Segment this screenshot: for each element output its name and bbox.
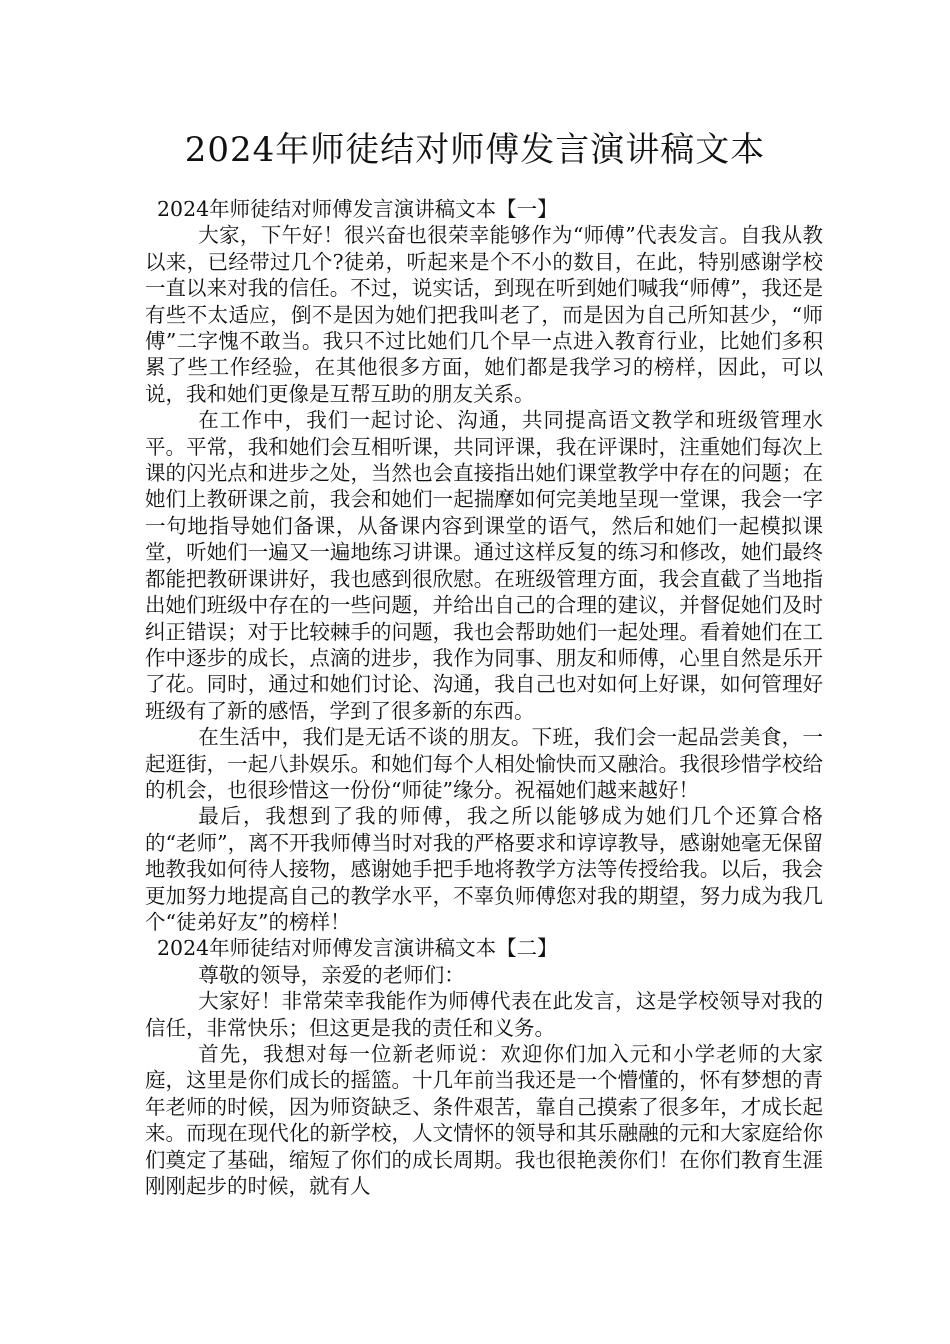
section-heading: 2024年师徒结对师傅发言演讲稿文本【二】 (157, 936, 558, 961)
paragraph: 大家，下午好！很兴奋也很荣幸能够作为“师傅”代表发言。自我从教以来，已经带过几个?徒弟，听起来是个不小的数目，在此，特别感谢学校一直以来对我的信任。不过，说实话，到现在听到她们喊我“师傅”，我还是有些不太适应，倒不是因为她们把我叫老了，而是因为自己所知甚少，“师傅”二字愧不敢当。我只不过比她们几个早一点进入教育行业，比她们多积累了些工作经验，在其他很多方面，她们都是我学习的榜样，因此，可以说，我和她们更像是互帮互助的朋友关系。 (145, 223, 823, 406)
paragraph: 在工作中，我们一起讨论、沟通，共同提高语文教学和班级管理水平。平常，我和她们会互相听课，共同评课，我在评课时，注重她们每次上课的闪光点和进步之处，当然也会直接指出她们课堂教学中存在的问题；在她们上教研课之前，我会和她们一起揣摩如何完美地呈现一堂课，我会一字一句地指导她们备课，从备课内容到课堂的语气，然后和她们一起模拟课堂，听她们一遍又一遍地练习讲课。通过这样反复的练习和修改，她们最终都能把教研课讲好，我也感到很欣慰。在班级管理方面，我会直截了当地指出她们班级中存在的一些问题，并给出自己的合理的建议，并督促她们及时纠正错误；对于比较棘手的问题，我也会帮助她们一起处理。看着她们在工作中逐步的成长，点滴的进步，我作为同事、朋友和师傅，心里自然是乐开了花。同时，通过和她们讨论、沟通，我自己也对如何上好课，如何管理好班级有了新的感悟，学到了很多新的东西。 (145, 408, 823, 723)
paragraph: 大家好！非常荣幸我能作为师傅代表在此发言，这是学校领导对我的信任，非常快乐；但这更是我的责任和义务。 (145, 989, 823, 1040)
document-title: 2024年师徒结对师傅发言演讲稿文本 (184, 130, 766, 170)
paragraph: 尊敬的领导，亲爱的老师们： (198, 962, 465, 987)
document-body (145, 196, 823, 1199)
section-one (145, 196, 823, 935)
section-heading: 2024年师徒结对师傅发言演讲稿文本【一】 (157, 197, 558, 221)
section-two (145, 935, 823, 1199)
paragraph: 首先，我想对每一位新老师说：欢迎你们加入元和小学老师的大家庭，这里是你们成长的摇篮。十几年前当我还是一个懵懂的，怀有梦想的青年老师的时候，因为师资缺乏、条件艰苦，靠自己摸索了很多年，才成长起来。而现在现代化的新学校，人文情怀的领导和其乐融融的元和大家庭给你们奠定了基础，缩短了你们的成长周期。我也很艳羡你们！在你们教育生涯刚刚起步的时候，就有人 (145, 1042, 823, 1199)
paragraph: 在生活中，我们是无话不谈的朋友。下班，我们会一起品尝美食，一起逛街，一起八卦娱乐。和她们每个人相处愉快而又融洽。我很珍惜学校给的机会，也很珍惜这一份份“师徒”缘分。祝福她们越来越好！ (145, 725, 823, 802)
paragraph: 最后，我想到了我的师傅，我之所以能够成为她们几个还算合格的“老师”，离不开我师傅当时对我的严格要求和谆谆教导，感谢她毫无保留地教我如何待人接物，感谢她手把手地将教学方法等传授给我。以后，我会更加努力地提高自己的教学水平，不辜负师傅您对我的期望，努力成为我几个“徒弟好友”的榜样！ (145, 804, 823, 934)
